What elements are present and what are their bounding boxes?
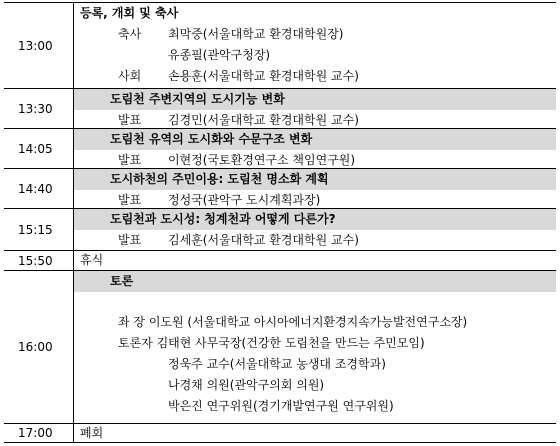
- time-cell: 14:40: [4, 169, 74, 208]
- speaker-line: [74, 150, 556, 171]
- time-cell: 15:15: [4, 209, 74, 250]
- speaker-text: 정성국(관악구 도시계획과장): [168, 193, 321, 207]
- discussion-line: [74, 312, 556, 333]
- session-title: 휴식: [80, 253, 104, 267]
- speaker-text: 손용훈(서울대학교 환경대학원 교수): [168, 69, 359, 83]
- program-row: [4, 89, 556, 129]
- program-table: [4, 2, 556, 443]
- program-row: [4, 424, 556, 442]
- program-row: [4, 251, 556, 271]
- time-cell: 13:00: [4, 3, 74, 88]
- speaker-text: 김경민(서울대학교 환경대학원 교수): [168, 113, 359, 127]
- speaker-text: 김세훈(서울대학교 환경대학원 교수): [168, 233, 359, 247]
- speaker-line: [74, 190, 556, 211]
- time-cell: 16:00: [4, 271, 74, 423]
- role-label: 발표: [118, 153, 142, 167]
- discussion-text: 토론자 김태현 사무국장(건강한 도림천을 만드는 주민모임): [118, 336, 425, 350]
- discussion-line: [74, 396, 556, 417]
- speaker-line: [74, 230, 556, 251]
- session-cell: [74, 251, 556, 270]
- role-label: 발표: [118, 193, 142, 207]
- session-cell: [74, 271, 556, 423]
- speaker-line: [74, 24, 556, 45]
- speaker-line: [74, 110, 556, 131]
- role-label: 발표: [118, 233, 142, 247]
- discussion-text: 나경채 의원(관악구의회 의원): [168, 378, 325, 392]
- session-cell: [74, 89, 556, 128]
- session-cell: [74, 209, 556, 250]
- discussion-line: [74, 375, 556, 396]
- session-title: 도시하천의 주민이용: 도림천 명소화 계획: [74, 169, 556, 190]
- session-cell: [74, 424, 556, 442]
- discussion-line: [74, 333, 556, 354]
- session-cell: [74, 129, 556, 168]
- time-cell: 17:00: [4, 424, 74, 442]
- speaker-line: [74, 45, 556, 66]
- session-title: 도림천 주변지역의 도시기능 변화: [74, 89, 556, 110]
- speaker-text: 이현정(국토환경연구소 책임연구원): [168, 153, 356, 167]
- session-cell: [74, 169, 556, 208]
- session-title: 등록, 개회 및 축사: [80, 6, 179, 20]
- time-cell: 13:30: [4, 89, 74, 128]
- session-title: 도림천과 도시성: 청계천과 어떻게 다른가?: [74, 209, 556, 230]
- program-row: [4, 129, 556, 169]
- session-title: 폐회: [80, 426, 104, 440]
- role-label: 발표: [118, 113, 142, 127]
- program-row: [4, 169, 556, 209]
- session-cell: [74, 3, 556, 88]
- program-row: [4, 209, 556, 251]
- time-cell: 14:05: [4, 129, 74, 168]
- time-cell: 15:50: [4, 251, 74, 270]
- role-label: 사회: [118, 69, 142, 83]
- discussion-line: [74, 354, 556, 375]
- speaker-line: [74, 66, 556, 87]
- session-title: 도림천 유역의 도시화와 수문구조 변화: [74, 129, 556, 150]
- program-row: [4, 3, 556, 89]
- role-label: 축사: [118, 27, 142, 41]
- speaker-text: 최막중(서울대학교 환경대학원장): [168, 27, 344, 41]
- discussion-text: 정욱주 교수(서울대학교 농생대 조경학과): [168, 357, 386, 371]
- discussion-text: 박은진 연구위원(경기개발연구원 연구위원): [168, 399, 394, 413]
- discussion-text: 좌 장 이도원 (서울대학교 아시아에너지환경지속가능발전연구소장): [118, 315, 468, 329]
- speaker-text: 유종필(관악구청장): [168, 48, 271, 62]
- program-row: [4, 271, 556, 424]
- session-title: 토론: [74, 271, 556, 292]
